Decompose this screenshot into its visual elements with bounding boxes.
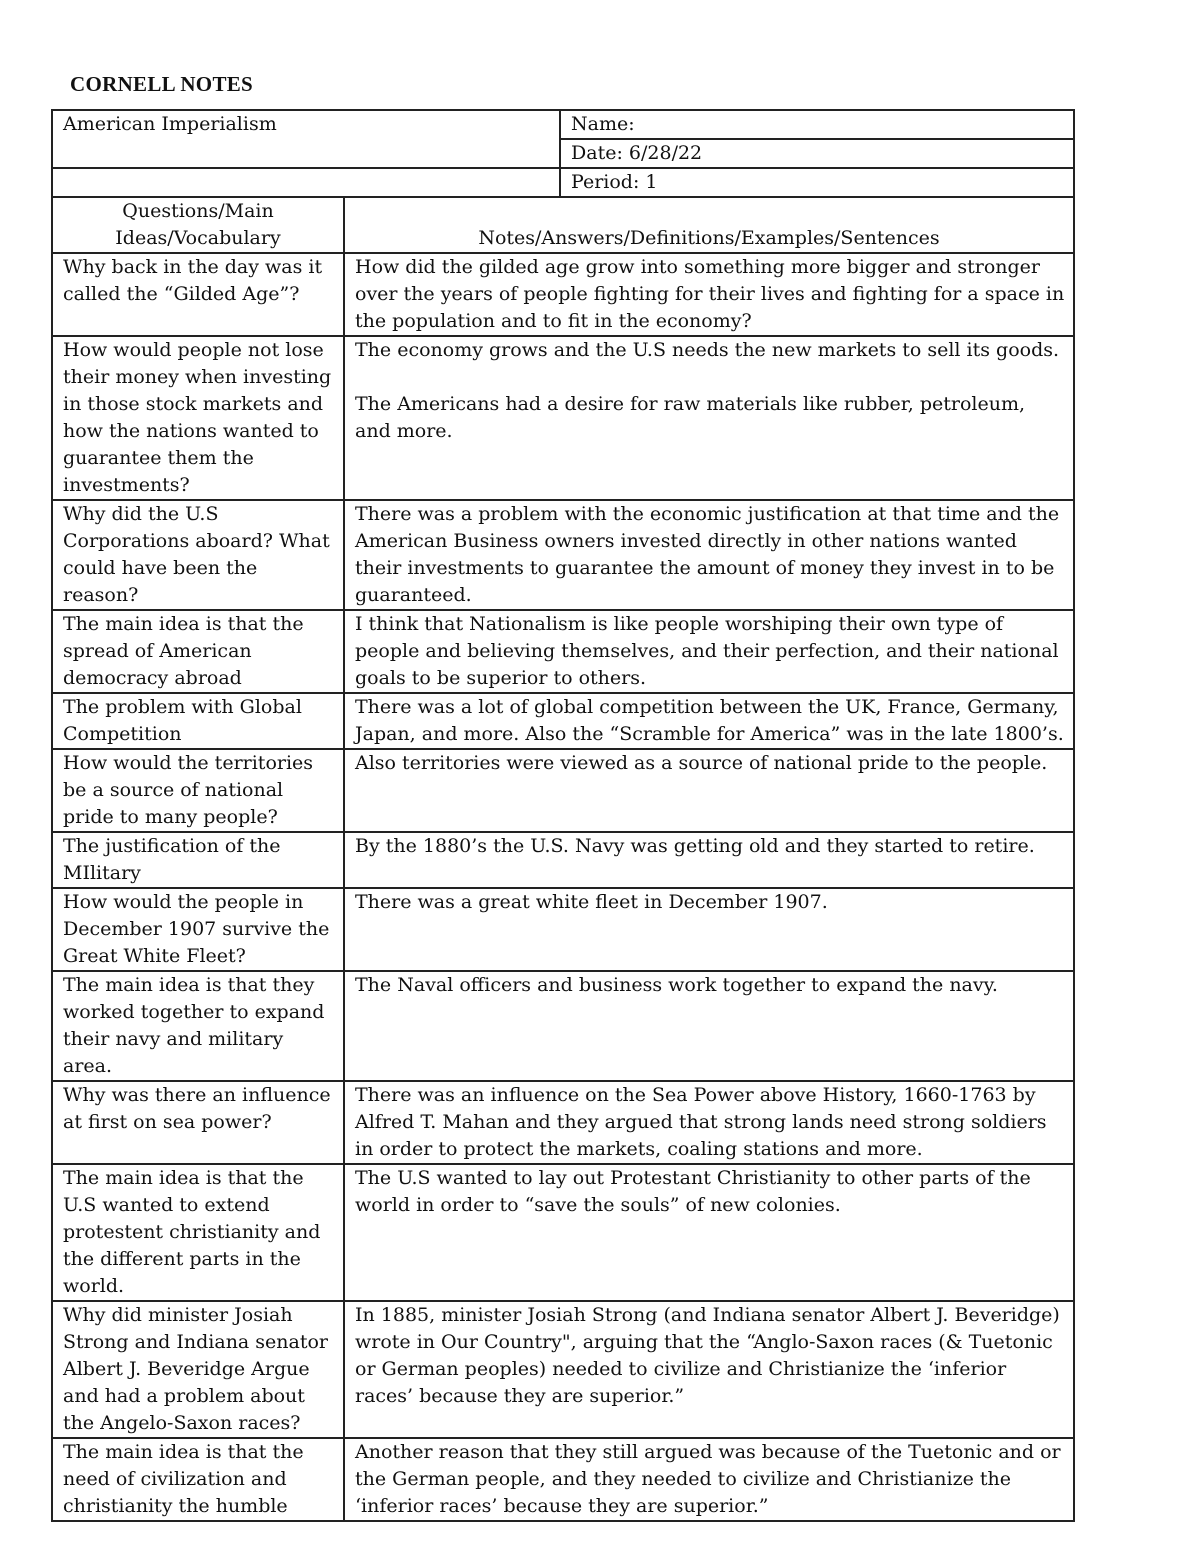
answer-paragraph: In 1885, minister Josiah Strong (and Indiana senator Albert J. Beveridge) wrote in Our Country", arguing that the “Anglo-Saxon races (& Tuetonic or German peoples) needed to civilize and Christianize the ‘inferior races’ because they are superior.” — [355, 1304, 1060, 1407]
question-cell: The problem with Global Competition — [52, 693, 344, 749]
answer-paragraph: The U.S wanted to lay out Protestant Christianity to other parts of the world in order to “save the souls” of new colonies. — [355, 1167, 1031, 1216]
answer-cell — [344, 832, 1074, 888]
answer-paragraph: I think that Nationalism is like people worshiping their own type of people and believing themselves, and their perfection, and their national goals to be superior to others. — [355, 613, 1059, 689]
notes-column-header: Notes/Answers/Definitions/Examples/Sentences — [344, 197, 1074, 253]
answer-cell — [344, 336, 1074, 500]
answer-paragraph: Also territories were viewed as a source of national pride to the people. — [355, 752, 1048, 774]
questions-column-header: Questions/Main Ideas/Vocabulary — [52, 197, 344, 253]
question-cell: The main idea is that the U.S wanted to extend protestent christianity and the different parts in the world. — [52, 1164, 344, 1301]
cornell-notes-table — [51, 109, 1075, 1522]
answer-cell — [344, 253, 1074, 336]
answer-cell — [344, 693, 1074, 749]
answer-paragraph: The economy grows and the U.S needs the new markets to sell its goods. — [355, 339, 1060, 361]
answer-paragraph: By the 1880’s the U.S. Navy was getting old and they started to retire. — [355, 835, 1035, 857]
answer-paragraph: The Americans had a desire for raw materials like rubber, petroleum, and more. — [355, 393, 1026, 442]
date-cell — [560, 139, 1074, 168]
question-cell: How would people not lose their money when investing in those stock markets and how the nations wanted to guarantee them the investments? — [52, 336, 344, 500]
answer-cell — [344, 971, 1074, 1081]
answer-paragraph: There was a problem with the economic justification at that time and the American Business owners invested directly in other nations wanted their investments to guarantee the amount of money they invest in to be guaranteed. — [355, 503, 1060, 606]
note-row — [52, 749, 1074, 832]
notes-rows — [52, 253, 1074, 1521]
name-cell — [560, 110, 1074, 139]
note-row — [52, 610, 1074, 693]
question-cell: The justification of the MIlitary — [52, 832, 344, 888]
topic-cell — [52, 110, 560, 168]
question-cell: The main idea is that the spread of American democracy abroad — [52, 610, 344, 693]
answer-cell — [344, 1438, 1074, 1521]
question-cell: The main idea is that they worked together to expand their navy and military area. — [52, 971, 344, 1081]
answer-paragraph: There was an influence on the Sea Power above History, 1660-1763 by Alfred T. Mahan and they argued that strong lands need strong soldiers in order to protect the markets, coaling stations and more. — [355, 1084, 1047, 1160]
question-cell: Why was there an influence at first on sea power? — [52, 1081, 344, 1164]
note-row — [52, 253, 1074, 336]
note-row — [52, 1164, 1074, 1301]
period-label: Period: 1 — [571, 171, 658, 193]
answer-paragraph: Another reason that they still argued was because of the Tuetonic and or the German people, and they needed to civilize and Christianize the ‘inferior races’ because they are superior.” — [355, 1441, 1061, 1517]
note-row — [52, 832, 1074, 888]
note-row — [52, 888, 1074, 971]
answer-cell — [344, 749, 1074, 832]
question-cell: How would the people in December 1907 survive the Great White Fleet? — [52, 888, 344, 971]
note-row — [52, 336, 1074, 500]
answer-cell — [344, 1301, 1074, 1438]
answer-paragraph: There was a great white fleet in December 1907. — [355, 891, 828, 913]
note-row — [52, 1438, 1074, 1521]
name-label: Name: — [571, 113, 635, 135]
note-row — [52, 693, 1074, 749]
answer-cell — [344, 1081, 1074, 1164]
question-cell: The main idea is that the need of civilization and christianity the humble — [52, 1438, 344, 1521]
note-row — [52, 971, 1074, 1081]
answer-paragraph: How did the gilded age grow into something more bigger and stronger over the years of people fighting for their lives and fighting for a space in the population and to fit in the economy? — [355, 256, 1065, 332]
note-row — [52, 1081, 1074, 1164]
note-row — [52, 500, 1074, 610]
answer-cell — [344, 610, 1074, 693]
answer-cell — [344, 1164, 1074, 1301]
answer-cell — [344, 888, 1074, 971]
question-cell: Why did the U.S Corporations aboard? What could have been the reason? — [52, 500, 344, 610]
question-cell: Why back in the day was it called the “Gilded Age”? — [52, 253, 344, 336]
blank-cell — [52, 168, 560, 197]
page-title: CORNELL NOTES — [70, 72, 254, 96]
topic-title: American Imperialism — [63, 113, 277, 135]
question-cell: How would the territories be a source of national pride to many people? — [52, 749, 344, 832]
answer-cell — [344, 500, 1074, 610]
question-cell: Why did minister Josiah Strong and Indiana senator Albert J. Beveridge Argue and had a problem about the Angelo-Saxon races? — [52, 1301, 344, 1438]
answer-paragraph: The Naval officers and business work together to expand the navy. — [355, 974, 998, 996]
date-label: Date: 6/28/22 — [571, 142, 703, 164]
answer-paragraph: There was a lot of global competition between the UK, France, Germany, Japan, and more. Also the “Scramble for America” was in the late 1800’s. — [355, 696, 1064, 745]
period-cell — [560, 168, 1074, 197]
note-row — [52, 1301, 1074, 1438]
